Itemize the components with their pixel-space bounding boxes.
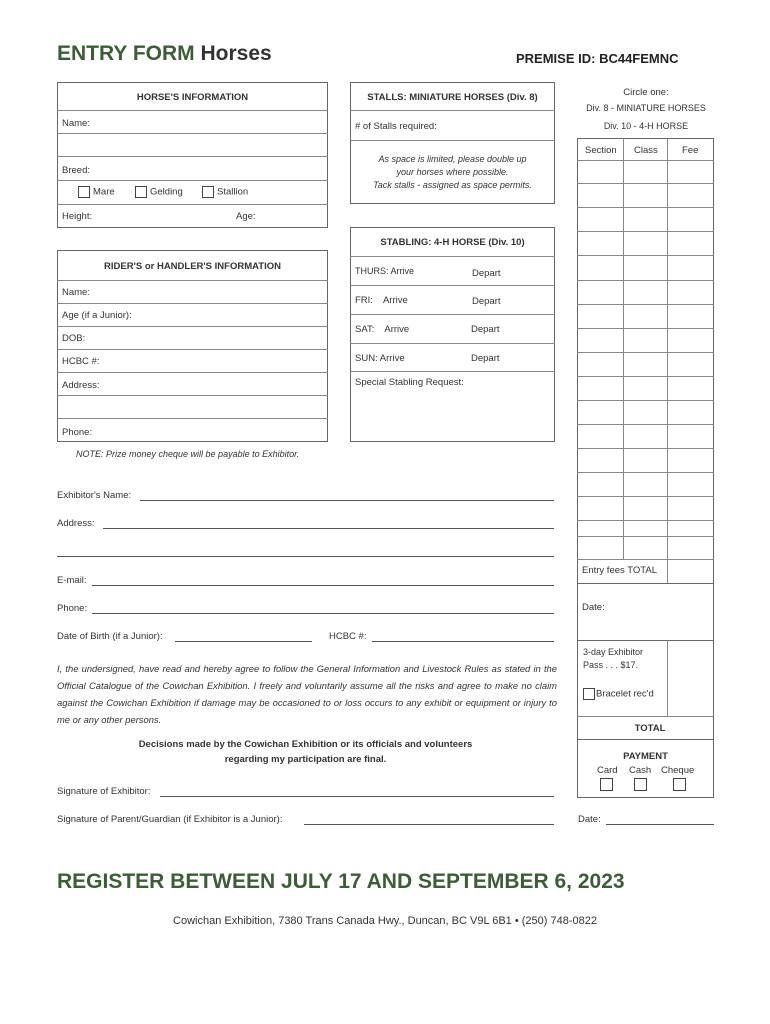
circle-one-label: Circle one: (623, 87, 669, 98)
signature-parent-field[interactable] (304, 824, 554, 825)
stalls-notice-3: Tack stalls - assigned as space permits. (373, 180, 532, 190)
horse-breed-label: Breed: (62, 165, 90, 176)
stabling-sat: SAT: Arrive (355, 324, 410, 335)
signature-exhibitor-field[interactable] (160, 796, 554, 797)
gelding-label: Gelding (150, 186, 183, 198)
fee-grid-row-line (577, 352, 714, 353)
stallion-label: Stallion (217, 186, 249, 198)
signature-parent-label: Signature of Parent/Guardian (if Exhibitor is a Junior): (57, 814, 283, 825)
mare-checkbox[interactable] (78, 186, 90, 198)
exhibitor-address-label: Address: (57, 518, 95, 529)
decisions-line-2: regarding my participation are final. (224, 754, 387, 765)
fee-grid-row-line (577, 231, 714, 232)
fee-grid-row-line (577, 328, 714, 329)
stabling-fri: FRI: Arrive (355, 295, 408, 306)
exhibitor-hcbc-field[interactable] (372, 641, 554, 642)
stabling-sun: SUN: Arrive (355, 353, 405, 364)
payment-cheque-checkbox[interactable] (673, 778, 686, 791)
mare-label: Mare (93, 186, 115, 198)
signature-date-label: Date: (578, 814, 601, 825)
horse-info-header: HORSE'S INFORMATION (136, 92, 249, 103)
section-header: Section (585, 145, 617, 156)
exhibitor-phone-field[interactable] (92, 613, 554, 614)
fee-grid-row-line (577, 496, 714, 497)
gelding-option[interactable] (135, 186, 183, 198)
horse-info-box (57, 82, 328, 228)
div10-option[interactable]: Div. 10 - 4-H HORSE (603, 121, 689, 131)
exhibitor-email-label: E-mail: (57, 575, 87, 586)
payment-card-checkbox[interactable] (600, 778, 613, 791)
signature-date-field[interactable] (606, 824, 714, 825)
fee-header: Fee (682, 145, 699, 156)
class-header: Class (634, 145, 658, 156)
payment-cash-label: Cash (629, 765, 652, 776)
stabling-thurs-depart: Depart (472, 268, 501, 279)
stallion-checkbox[interactable] (202, 186, 214, 198)
fee-grid-row-line (577, 472, 714, 473)
stalls-header: STALLS: MINIATURE HORSES (Div. 8) (367, 92, 538, 103)
fee-grid-row-line (577, 400, 714, 401)
exhibitor-dob-field[interactable] (175, 641, 312, 642)
fee-grid-row-line (577, 160, 714, 161)
fee-grid-row-line (577, 255, 714, 256)
fee-grid-row-line (577, 448, 714, 449)
fee-grid-row-line (577, 536, 714, 537)
stabling-fri-depart: Depart (472, 296, 501, 307)
entry-fees-total-label: Entry fees TOTAL (582, 565, 657, 576)
stallion-option[interactable] (202, 186, 248, 198)
exhibitor-email-field[interactable] (92, 585, 554, 586)
title-rest: Horses (194, 42, 272, 65)
horse-height-label: Height: (62, 211, 93, 222)
fee-grid-row-line (577, 559, 714, 560)
rider-phone-label: Phone: (62, 427, 93, 438)
rider-name-label: Name: (62, 287, 90, 298)
date-label: Date: (582, 602, 605, 613)
payment-card-label: Card (597, 765, 618, 776)
fee-grid-row-line (577, 424, 714, 425)
stalls-notice-1: As space is limited, please double up (378, 154, 527, 164)
signature-exhibitor-label: Signature of Exhibitor: (57, 786, 151, 797)
bracelet-option[interactable] (583, 688, 654, 700)
bracelet-label: Bracelet rec'd (596, 688, 654, 700)
special-stabling-label: Special Stabling Request: (355, 377, 464, 388)
rider-age-label: Age (if a Junior): (62, 310, 132, 321)
payment-cash-checkbox[interactable] (634, 778, 647, 791)
pass-label-1: 3-day Exhibitor (583, 647, 644, 657)
page-title (57, 42, 272, 66)
stabling-sun-depart: Depart (471, 353, 500, 364)
fee-grid-row-line (577, 280, 714, 281)
horse-age-label: Age: (236, 211, 256, 222)
rider-address-label: Address: (62, 380, 100, 391)
stabling-sat-depart: Depart (471, 324, 500, 335)
premise-id: PREMISE ID: BC44FEMNC (516, 51, 679, 66)
rider-hcbc-label: HCBC #: (62, 356, 100, 367)
total-label: TOTAL (634, 723, 666, 734)
stabling-thurs: THURS: Arrive (355, 266, 415, 276)
register-banner: REGISTER BETWEEN JULY 17 AND SEPTEMBER 6, 2023 (57, 870, 625, 893)
stabling-header: STABLING: 4-H HORSE (Div. 10) (380, 237, 525, 248)
fee-grid-row-line (577, 183, 714, 184)
prize-note: NOTE: Prize money cheque will be payable to Exhibitor. (76, 449, 300, 459)
title-bold: ENTRY FORM (57, 42, 195, 65)
exhibitor-address-field-2[interactable] (57, 556, 554, 557)
stalls-notice-2: your horses where possible. (396, 167, 509, 177)
exhibitor-name-label: Exhibitor's Name: (57, 490, 132, 501)
bracelet-checkbox[interactable] (583, 688, 595, 700)
rider-info-box (57, 250, 328, 442)
fee-grid-row-line (577, 304, 714, 305)
footer-address: Cowichan Exhibition, 7380 Trans Canada Hwy., Duncan, BC V9L 6B1 • (250) 748-0822 (173, 915, 597, 927)
exhibitor-name-field[interactable] (140, 500, 554, 501)
exhibitor-address-field[interactable] (103, 528, 554, 529)
fee-grid (577, 138, 714, 584)
fee-grid-row-line (577, 376, 714, 377)
exhibitor-dob-label: Date of Birth (if a Junior): (57, 631, 163, 642)
rider-info-header: RIDER'S or HANDLER'S INFORMATION (104, 261, 281, 272)
stalls-required-label: # of Stalls required: (355, 121, 437, 132)
exhibitor-phone-label: Phone: (57, 603, 88, 614)
agreement-text: I, the undersigned, have read and hereby agree to follow the General Information and Livestock Rules as stated in the Official Catalogue of the Cowichan Exhibition. I freely and voluntarily assume all the risks and agree to make no claim against the Cowichan Exhibition if damage may be occasioned to or loss occurs to any exhibit or equipment or injury to me or any other persons. (57, 663, 557, 725)
decisions-line-1: Decisions made by the Cowichan Exhibition or its officials and volunteers (138, 739, 473, 750)
mare-option[interactable] (78, 186, 115, 198)
gelding-checkbox[interactable] (135, 186, 147, 198)
fee-grid-row-line (577, 520, 714, 521)
payment-label: PAYMENT (623, 751, 668, 762)
payment-cheque-label: Cheque (661, 765, 695, 776)
exhibitor-hcbc-label: HCBC #: (329, 631, 367, 642)
horse-name-label: Name: (62, 118, 90, 129)
pass-label-2: Pass . . . $17. (583, 660, 639, 670)
fee-grid-row-line (577, 207, 714, 208)
div8-option[interactable]: Div. 8 - MINIATURE HORSES (586, 103, 706, 113)
rider-dob-label: DOB: (62, 333, 86, 344)
